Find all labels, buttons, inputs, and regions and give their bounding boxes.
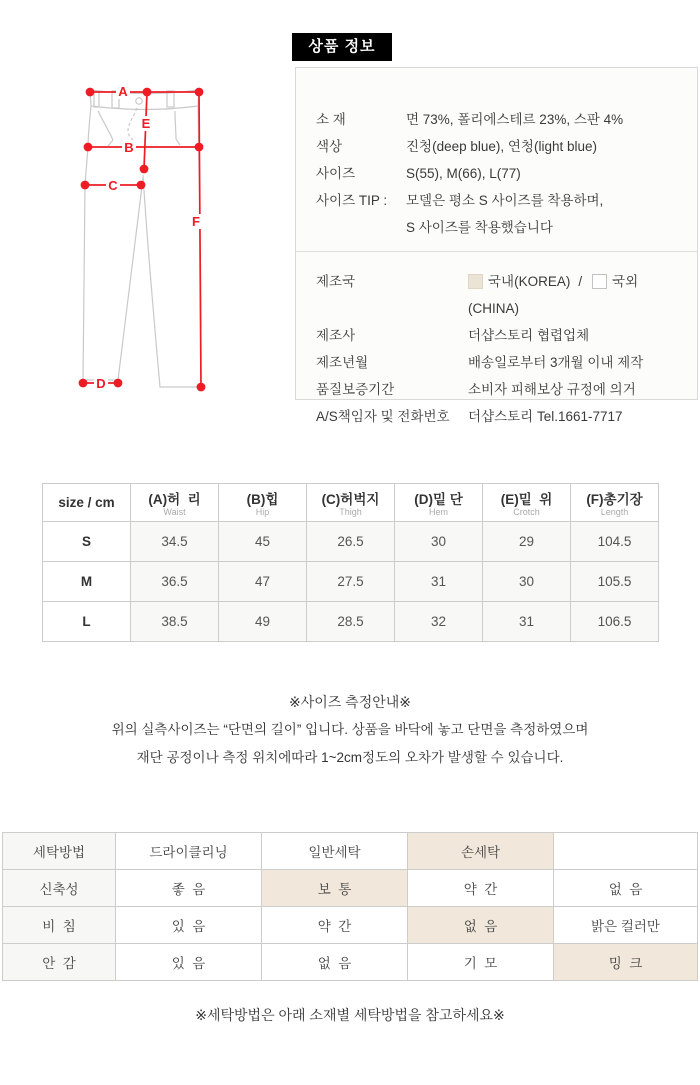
size-row-s bbox=[43, 522, 659, 562]
stretch-normal-cell: 보 통 bbox=[262, 870, 408, 907]
manufacture-date-row bbox=[316, 349, 685, 376]
wash-method-label: 세탁방법 bbox=[3, 833, 116, 870]
col-thigh bbox=[307, 484, 395, 522]
as-contact-row bbox=[316, 403, 685, 430]
col-length bbox=[571, 484, 659, 522]
m-crotch: 30 bbox=[483, 562, 571, 602]
s-hem: 30 bbox=[395, 522, 483, 562]
col-length-kr: (F)총기장 bbox=[586, 491, 643, 507]
col-thigh-kr: (C)허벅지 bbox=[321, 491, 380, 507]
measurement-label-d: D bbox=[96, 376, 106, 391]
measurement-label-b: B bbox=[124, 140, 134, 155]
col-crotch bbox=[483, 484, 571, 522]
size-s-label: S bbox=[43, 522, 131, 562]
s-length: 104.5 bbox=[571, 522, 659, 562]
lining-label: 안 감 bbox=[3, 944, 116, 981]
s-hip: 45 bbox=[219, 522, 307, 562]
korea-checkbox[interactable] bbox=[468, 274, 483, 289]
origin-value bbox=[468, 268, 685, 322]
l-length: 106.5 bbox=[571, 602, 659, 642]
as-contact-label: A/S책임자 및 전화번호 bbox=[316, 409, 450, 424]
size-tip-label: 사이즈 TIP : bbox=[316, 193, 388, 208]
size-table bbox=[42, 483, 659, 642]
wash-method-row bbox=[3, 833, 698, 870]
m-waist: 36.5 bbox=[131, 562, 219, 602]
col-hip-en: Hip bbox=[255, 506, 270, 517]
size-tip-row bbox=[316, 187, 685, 241]
measurement-label-f: F bbox=[192, 214, 200, 229]
size-tip-line2: S 사이즈를 착용했습니다 bbox=[406, 220, 553, 235]
measurement-label-c: C bbox=[108, 178, 118, 193]
sheer-none-cell: 없 음 bbox=[408, 907, 554, 944]
col-crotch-en: Crotch bbox=[513, 506, 540, 517]
lining-none-cell: 없 음 bbox=[262, 944, 408, 981]
lining-yes-cell: 있 음 bbox=[116, 944, 262, 981]
measurement-lines bbox=[83, 92, 201, 387]
col-waist bbox=[131, 484, 219, 522]
size-row bbox=[316, 160, 685, 187]
origin-label: 제조국 bbox=[316, 274, 356, 289]
wash-empty-cell bbox=[554, 833, 698, 870]
m-thigh: 27.5 bbox=[307, 562, 395, 602]
size-value: S(55), M(66), L(77) bbox=[406, 166, 521, 181]
origin-separator: / bbox=[578, 274, 583, 289]
pants-outline-icon bbox=[83, 90, 201, 387]
page-title: 상품 정보 bbox=[292, 33, 392, 61]
machine-wash-cell: 일반세탁 bbox=[262, 833, 408, 870]
product-spec-section bbox=[296, 68, 697, 241]
col-length-en: Length bbox=[600, 506, 629, 517]
stretch-row bbox=[3, 870, 698, 907]
m-length: 105.5 bbox=[571, 562, 659, 602]
l-hip: 49 bbox=[219, 602, 307, 642]
measurement-label-a: A bbox=[118, 84, 128, 99]
size-notice-line2: 재단 공정이나 측정 위치에따라 1~2cm정도의 오차가 발생할 수 있습니다. bbox=[136, 750, 564, 765]
color-label: 색상 bbox=[316, 139, 343, 154]
size-tip-value bbox=[406, 187, 685, 241]
col-hem bbox=[395, 484, 483, 522]
material-value: 면 73%, 폴리에스테르 23%, 스판 4% bbox=[406, 112, 624, 127]
lining-row bbox=[3, 944, 698, 981]
s-crotch: 29 bbox=[483, 522, 571, 562]
m-hem: 31 bbox=[395, 562, 483, 602]
color-row bbox=[316, 133, 685, 160]
col-crotch-kr: (E)밑 위 bbox=[500, 491, 553, 507]
lining-fleece-cell: 기 모 bbox=[408, 944, 554, 981]
size-tip-line1: 모델은 평소 S 사이즈를 착용하며, bbox=[406, 193, 604, 208]
maker-label: 제조사 bbox=[316, 328, 356, 343]
l-crotch: 31 bbox=[483, 602, 571, 642]
stretch-slight-cell: 약 간 bbox=[408, 870, 554, 907]
s-waist: 34.5 bbox=[131, 522, 219, 562]
warranty-label: 품질보증기간 bbox=[316, 382, 395, 397]
color-value: 진청(deep blue), 연청(light blue) bbox=[406, 139, 597, 154]
measurement-dots bbox=[79, 88, 206, 392]
col-thigh-en: Thigh bbox=[339, 506, 362, 517]
dry-cleaning-cell: 드라이클리닝 bbox=[116, 833, 262, 870]
material-label: 소 재 bbox=[316, 112, 346, 127]
pants-measurement-diagram bbox=[50, 60, 280, 410]
sheer-yes-cell: 있 음 bbox=[116, 907, 262, 944]
china-checkbox[interactable] bbox=[592, 274, 607, 289]
maker-value: 더샵스토리 협렵업체 bbox=[468, 328, 590, 343]
hand-wash-cell: 손세탁 bbox=[408, 833, 554, 870]
wash-method-notice: ※세탁방법은 아래 소재별 세탁방법을 참고하세요※ bbox=[195, 1007, 505, 1023]
size-label: 사이즈 bbox=[316, 166, 356, 181]
l-hem: 32 bbox=[395, 602, 483, 642]
material-row bbox=[316, 106, 685, 133]
warranty-row bbox=[316, 376, 685, 403]
lining-mink-cell: 밍 크 bbox=[554, 944, 698, 981]
product-info-box bbox=[295, 67, 698, 424]
size-m-label: M bbox=[43, 562, 131, 602]
wash-table bbox=[2, 832, 698, 981]
manufacture-section bbox=[296, 260, 697, 430]
maker-row bbox=[316, 322, 685, 349]
size-measure-notice bbox=[0, 688, 700, 772]
origin-row bbox=[316, 268, 685, 322]
size-table-corner: size / cm bbox=[43, 484, 131, 522]
l-waist: 38.5 bbox=[131, 602, 219, 642]
size-table-header bbox=[43, 484, 659, 522]
l-thigh: 28.5 bbox=[307, 602, 395, 642]
info-box-divider bbox=[296, 251, 697, 252]
sheer-slight-cell: 약 간 bbox=[262, 907, 408, 944]
warranty-value: 소비자 피해보상 규정에 의거 bbox=[468, 382, 636, 397]
s-thigh: 26.5 bbox=[307, 522, 395, 562]
col-hem-kr: (D)밑 단 bbox=[414, 491, 463, 507]
m-hip: 47 bbox=[219, 562, 307, 602]
stretch-none-cell: 없 음 bbox=[554, 870, 698, 907]
measurement-label-e: E bbox=[141, 116, 151, 131]
manufacture-date-value: 배송일로부터 3개월 이내 제작 bbox=[468, 355, 644, 370]
size-row-l bbox=[43, 602, 659, 642]
stretch-good-cell: 좋 음 bbox=[116, 870, 262, 907]
origin-domestic-label: 국내(KOREA) bbox=[488, 274, 571, 289]
col-hem-en: Hem bbox=[428, 506, 448, 517]
as-contact-value: 더샵스토리 Tel.1661-7717 bbox=[468, 409, 623, 424]
manufacture-date-label: 제조년월 bbox=[316, 355, 369, 370]
size-notice-line1: 위의 실측사이즈는 “단면의 길이” 입니다. 상품을 바닥에 놓고 단면을 측정하였으며 bbox=[111, 722, 589, 737]
col-waist-en: Waist bbox=[163, 506, 186, 517]
sheer-label: 비 침 bbox=[3, 907, 116, 944]
col-hip-kr: (B)힙 bbox=[246, 491, 279, 507]
col-waist-kr: (A)허 리 bbox=[148, 491, 201, 507]
origin-foreign-label: 국외(CHINA) bbox=[468, 274, 639, 316]
sheer-light-colors-cell: 밝은 컬러만 bbox=[554, 907, 698, 944]
size-l-label: L bbox=[43, 602, 131, 642]
sheer-row bbox=[3, 907, 698, 944]
stretch-label: 신축성 bbox=[3, 870, 116, 907]
col-hip bbox=[219, 484, 307, 522]
size-notice-title: ※사이즈 측정안내※ bbox=[288, 694, 412, 710]
size-row-m bbox=[43, 562, 659, 602]
